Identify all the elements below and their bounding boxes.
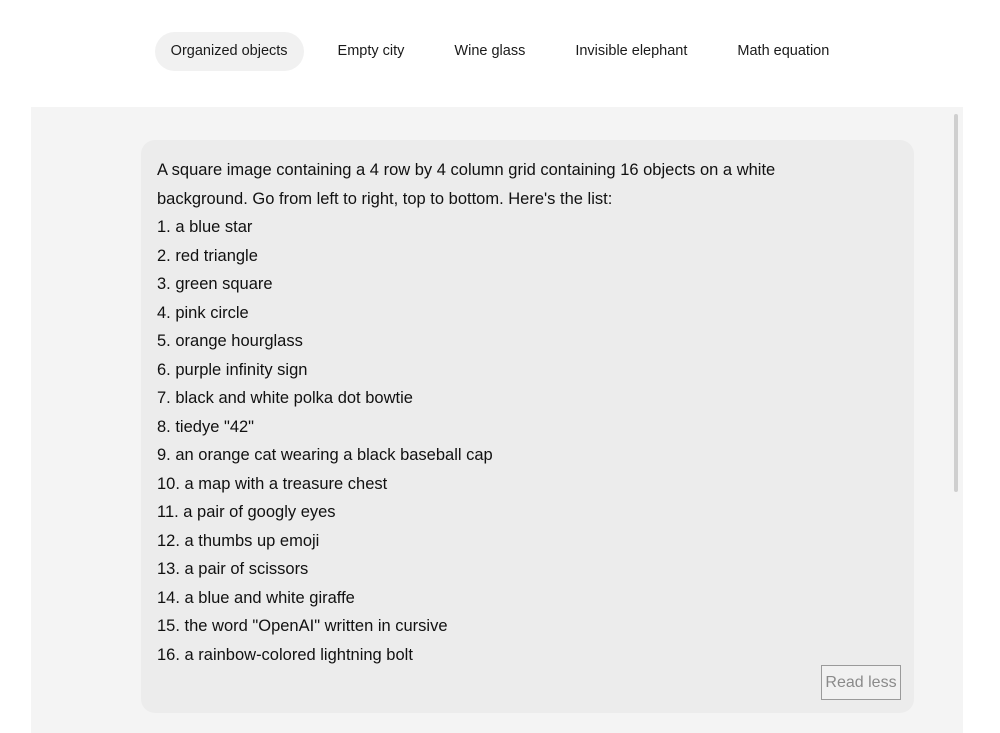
prompt-list-item: 3. green square	[157, 275, 273, 293]
example-tabs	[0, 32, 1000, 71]
tab-organized-objects[interactable]: Organized objects	[155, 32, 304, 71]
prompt-list-item: 11. a pair of googly eyes	[157, 503, 336, 521]
prompt-card	[141, 140, 914, 713]
prompt-list-item: 15. the word "OpenAI" written in cursive	[157, 617, 448, 635]
prompt-list-item: 1. a blue star	[157, 218, 253, 236]
prompt-list-item: 8. tiedye "42"	[157, 417, 255, 436]
tab-empty-city[interactable]: Empty city	[337, 43, 405, 59]
prompt-list-item: 9. an orange cat wearing a black baseball cap	[157, 446, 493, 464]
prompt-list-item: 10. a map with a treasure chest	[157, 474, 388, 493]
prompt-list-item: 16. a rainbow-colored lightning bolt	[157, 645, 413, 664]
prompt-list-item: 4. pink circle	[157, 303, 249, 322]
tab-wine-glass[interactable]: Wine glass	[454, 43, 526, 59]
prompt-list-item: 12. a thumbs up emoji	[157, 531, 320, 550]
tab-invisible-elephant[interactable]: Invisible elephant	[575, 43, 688, 59]
prompt-list-item: 14. a blue and white giraffe	[157, 588, 355, 607]
prompt-list-item: 7. black and white polka dot bowtie	[157, 389, 413, 407]
prompt-list-item: 6. purple infinity sign	[157, 360, 308, 379]
prompt-list-item: 13. a pair of scissors	[157, 560, 309, 578]
tab-math-equation[interactable]: Math equation	[737, 43, 830, 59]
read-less-button[interactable]: Read less	[821, 665, 901, 700]
prompt-list-item: 2. red triangle	[157, 246, 258, 265]
prompt-intro: A square image containing a 4 row by 4 column grid containing 16 objects on a white background. Go from left to right, top to bottom. Here's the list:	[157, 161, 776, 208]
panel-scrollbar[interactable]	[954, 114, 958, 492]
prompt-list-item: 5. orange hourglass	[157, 332, 303, 350]
